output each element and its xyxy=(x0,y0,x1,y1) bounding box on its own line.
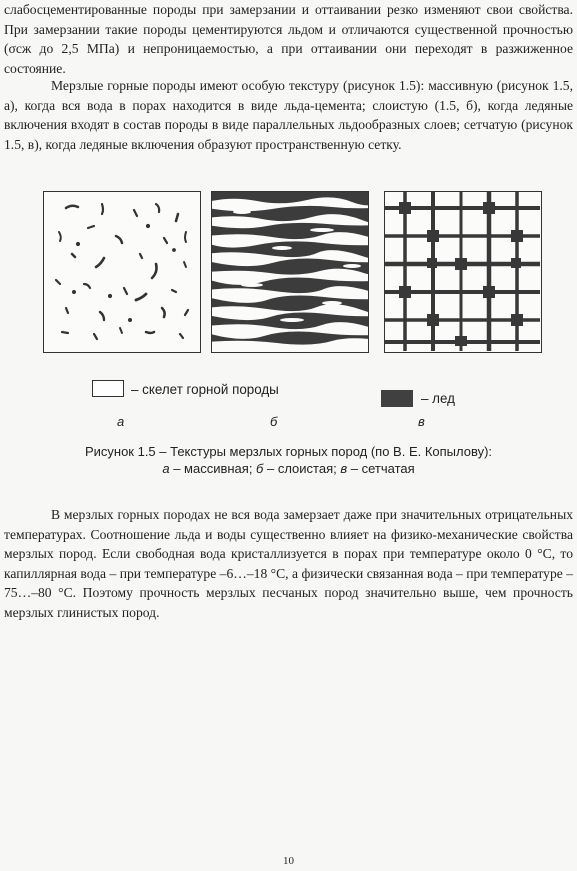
caption-legend-line xyxy=(0,460,577,477)
legend-swatch-rock xyxy=(92,380,124,397)
caption-text-c: – сетчатая xyxy=(347,461,415,476)
figure-caption xyxy=(0,443,577,477)
paragraph-water-freezing: В мерзлых горных породах не вся вода замерзает даже при значительных отрицательных температурах. Соотношение льда и воды существенно влияет на физико-механические свойства мерзлых пород. Если свободная вода кристаллизуется в порах при температуре около 0 °С, то капиллярная вода – при температуре –6…–18 °С, а физически связанная вода – при температуре –75…–80 °С. Поэтому прочность мерзлых песчаных пород значительно выше, чем прочность мерзлых глинистых пород. xyxy=(4,507,573,620)
caption-text-a: – массивная; xyxy=(169,461,257,476)
caption-title: Рисунок 1.5 – Текстуры мерзлых горных пород (по В. Е. Копылову): xyxy=(84,444,493,459)
massive-texture-illustration xyxy=(44,192,199,351)
caption-letter-a: а xyxy=(162,461,170,476)
panel-label-b: б xyxy=(270,414,278,429)
legend-swatch-ice xyxy=(381,390,413,407)
figure-textures xyxy=(35,189,555,371)
paragraph-continuation: слабосцементированные породы при замерзании и оттаивании резко изменяют свои свойства. При замерзании такие породы цементируются льдом и отличаются существенной прочностью (σсж до 2,5 МПа) и непроницаемостью, а при оттаивании они переходят в разжиженное состояние. xyxy=(4,2,573,76)
page-number: 10 xyxy=(283,855,294,867)
caption-letter-b: б xyxy=(256,461,264,476)
legend-label-rock: – скелет горной породы xyxy=(131,382,279,397)
paragraph-textures: Мерзлые горные породы имеют особую текстуру (рисунок 1.5): массивную (рисунок 1.5, а), когда вся вода в порах находится в виде льда-цемента; слоистую (1.5, б), когда ледяные включения входят в состав породы в виде параллельных льдообразных слоев; сетчатую (рисунок 1.5, в), когда ледяные включения образуют пространственную сетку. xyxy=(4,78,573,152)
caption-text-b: – слоистая; xyxy=(263,461,341,476)
panel-layered-texture xyxy=(211,191,369,353)
panel-label-c: в xyxy=(418,414,425,429)
panel-massive-texture xyxy=(43,191,201,353)
layered-texture-illustration xyxy=(212,192,369,351)
panel-reticulate-texture xyxy=(384,191,542,353)
reticulate-texture-illustration xyxy=(385,192,540,351)
legend-label-ice: – лед xyxy=(421,391,455,406)
caption-letter-c: в xyxy=(340,461,348,476)
panel-label-a: а xyxy=(117,414,125,429)
